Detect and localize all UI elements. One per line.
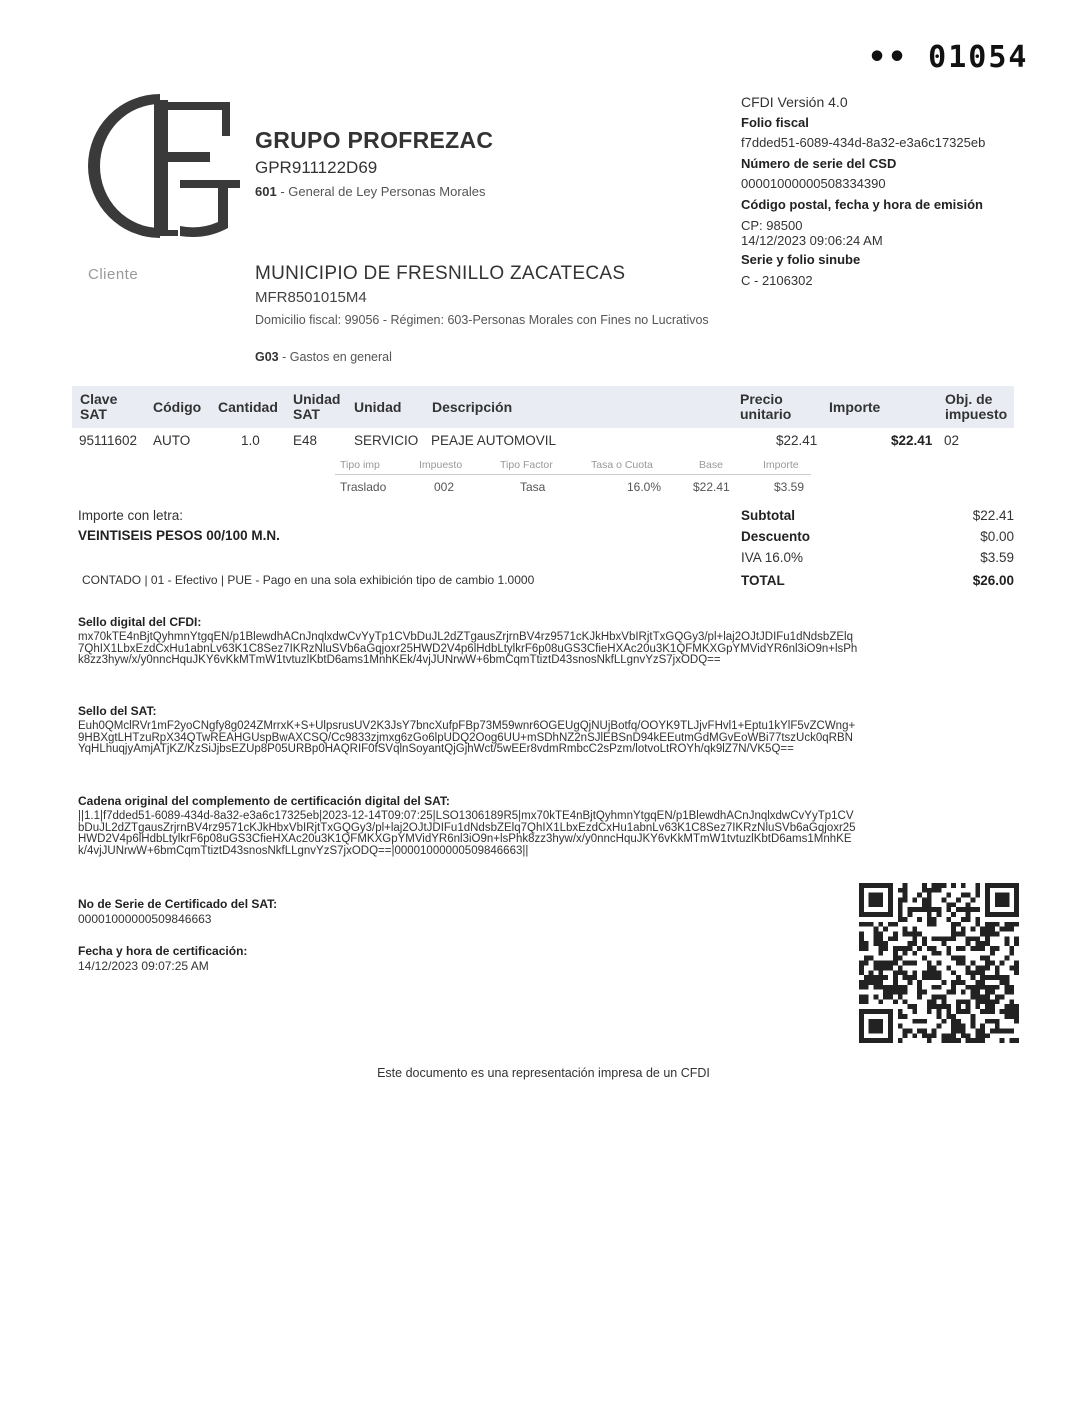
fiscal-info — [741, 92, 1041, 291]
sinube-value: C - 2106302 — [741, 272, 813, 288]
sello-cfdi-value: mx70kTE4nBjtQyhmnYtgqEN/p1BlewdhACnJnqlxdwCvYyTp1CVbDuJL2dZTgausZrjrnBV4rz9571cKJkHbxVbIRjtTxGQGy3/pl+laj2OJtJDIFu1dNdsbZElq7QhIX1LbxEzdCxHu1abnLv63K1C8Sez7IKRzNluSVb6aGqjoxr25HWD2V4p6lHdbLtylkrF6p08uGS3CfieHXAc20u3K1QFMKXGpYMVidYR6nl3iO9n+lsPhk8zz3hyw/x/y0nncHquJKY6vKkMTmW1tvtuzlKbtD6ams1MnhKEk/4vjJUNrwW+6bmCqmTtiztD43snosNkfLLgnvYzS7jxODQ== — [78, 631, 858, 667]
col-clave-sat: Clave SAT — [80, 391, 118, 422]
cfdi-version: CFDI Versión 4.0 — [741, 94, 848, 110]
client-label: Cliente — [88, 266, 139, 283]
items-table-header — [72, 386, 1014, 428]
client-domicilio: Domicilio fiscal: 99056 - Régimen: 603-Personas Morales con Fines no Lucrativos — [255, 313, 709, 327]
qr-code — [859, 883, 1019, 1043]
client-cfdi-use — [255, 350, 392, 364]
tax-col-tipo: Tipo imp — [340, 459, 380, 471]
sello-sat-value: Euh0QMclRVr1mF2yoCNgfy8g024ZMrrxK+S+UlpsrusUV2K3JsY7bncXufpFBp73M59wnr6OGEUgQjNUjBotfq/OOYK9TLJjvFHvl1+Eptu1kYlF5vZCWng+9HBXgtLHTzuRpX34QTwREAHGUspBwAXCSQ/Cc9833zjmxg6zGo6lpUDQ2Oog6UU+mSDhNZ2nSJlEBSnD94kEEutmGdMGvEoWBi77tszUck0qRBNYqHLhuqjyAmjATjKZ/KzSiJjbsEZUp8P05URBp0HAQRIF0fSVqlnSoyantQjGjhWct/5wEEr8vdmRmbcC2sPzm/lotvoLtROYh/qk9lZ7N/VK5Q== — [78, 720, 856, 756]
subtotal-value: $22.41 — [972, 508, 1014, 523]
tax-factor: Tasa — [520, 480, 546, 494]
col-descripcion: Descripción — [432, 399, 513, 415]
col-precio-unitario: Precio unitario — [740, 391, 792, 422]
client-name: MUNICIPIO DE FRESNILLO ZACATECAS — [255, 263, 626, 284]
cadena-value: ||1.1|f7dded51-6089-434d-8a32-e3a6c17325eb|2023-12-14T09:07:25|LSO1306189R5|mx70kTE4nBjtQyhmnYtgqEN/p1BlewdhACnJnqlxdwCvYyTp1CVbDuJL2dZTgausZrjrnBV4rz9571cKJkHbxVbIRjtTxGQGy3/pl+laj2OJtJDIFu1dNdsbZElq7QhIX1LbxEzdCxHu1abnLv63K1C8Sez7IKRzNluSVb6aGqjoxr25HWD2V4p6lHdbLtylkrF6p08uGS3CfieHXAc20u3K1QFMKXGpYMVidYR6nl3iO9n+lsPhk8zz3hyw/x/y0nncHquJKY6vKkMTmW1tvtuzlKbtD6ams1MnhKEk/4vjJUNrwW+6bmCqmTtiztD43snosNkfLLgnvYzS7jxODQ==|00001000000509846663|| — [78, 810, 856, 857]
tax-col-factor: Tipo Factor — [500, 459, 553, 471]
client-rfc: MFR8501015M4 — [255, 289, 367, 306]
row-cantidad: 1.0 — [241, 433, 260, 448]
tax-col-impuesto: Impuesto — [419, 459, 463, 471]
sello-cfdi-title: Sello digital del CFDI: — [78, 615, 202, 629]
descuento-value: $0.00 — [980, 529, 1014, 544]
descuento-label: Descuento — [741, 529, 811, 544]
tax-impuesto: 002 — [434, 480, 455, 494]
cert-date-title: Fecha y hora de certificación: — [78, 944, 248, 958]
iva-value: $3.59 — [980, 550, 1014, 565]
importe-letra-label: Importe con letra: — [78, 508, 184, 523]
serie-csd-label: Número de serie del CSD — [741, 155, 897, 171]
total-label: TOTAL — [741, 573, 785, 588]
cert-sat-value: 00001000000509846663 — [78, 912, 212, 926]
client-use-text: - Gastos en general — [278, 350, 392, 364]
folio-stamp: •• 01054 — [868, 40, 1029, 75]
footer-note: Este documento es una representación impresa de un CFDI — [377, 1066, 710, 1080]
row-descripcion: PEAJE AUTOMOVIL — [431, 433, 557, 448]
row-clave: 95111602 — [79, 433, 138, 448]
tax-tasa: 16.0% — [627, 480, 662, 494]
col-unidad: Unidad — [354, 399, 402, 415]
issuer-rfc: GPR911122D69 — [255, 158, 378, 177]
cert-sat-title: No de Serie de Certificado del SAT: — [78, 897, 278, 911]
row-importe: $22.41 — [891, 433, 933, 448]
cadena-title: Cadena original del complemento de certificación digital del SAT: — [78, 794, 450, 808]
row-unidad: SERVICIO — [354, 433, 419, 448]
col-codigo: Código — [153, 399, 202, 415]
tax-divider — [335, 474, 811, 475]
row-unidad-sat: E48 — [293, 433, 318, 448]
tax-importe: $3.59 — [774, 480, 805, 494]
row-codigo: AUTO — [153, 433, 191, 448]
tax-tipo: Traslado — [340, 480, 387, 494]
col-unidad-sat: Unidad SAT — [293, 391, 341, 422]
tax-base: $22.41 — [693, 480, 730, 494]
cp-fecha-label: Código postal, fecha y hora de emisión — [741, 196, 983, 212]
iva-label: IVA 16.0% — [741, 550, 804, 565]
qr-modules — [859, 883, 1019, 1043]
fecha-emision-value: 14/12/2023 09:06:24 AM — [741, 233, 883, 248]
cp-value: CP: 98500 — [741, 218, 803, 233]
col-importe: Importe — [829, 399, 881, 415]
client-use-code: G03 — [255, 350, 279, 364]
issuer-regime-text: - General de Ley Personas Morales — [276, 184, 486, 199]
payment-info: CONTADO | 01 - Efectivo | PUE - Pago en una sola exhibición tipo de cambio 1.0000 — [82, 573, 535, 587]
subtotal-label: Subtotal — [741, 508, 795, 523]
issuer-regime — [255, 184, 486, 199]
folio-fiscal-label: Folio fiscal — [741, 114, 809, 130]
serie-csd-value: 00001000000508334390 — [741, 176, 886, 191]
tax-col-base: Base — [699, 459, 723, 471]
col-cantidad: Cantidad — [218, 399, 278, 415]
importe-letra-value: VEINTISEIS PESOS 00/100 M.N. — [78, 528, 280, 543]
tax-col-tasa: Tasa o Cuota — [591, 459, 653, 471]
row-precio: $22.41 — [776, 433, 818, 448]
company-logo — [82, 90, 242, 242]
col-obj-impuesto: Obj. de impuesto — [945, 391, 1008, 422]
sello-sat-title: Sello del SAT: — [78, 704, 157, 718]
issuer-name: GRUPO PROFREZAC — [255, 127, 494, 153]
cert-date-value: 14/12/2023 09:07:25 AM — [78, 959, 209, 973]
sinube-label: Serie y folio sinube — [741, 252, 861, 267]
issuer-regime-code: 601 — [255, 184, 277, 199]
folio-fiscal-value: f7dded51-6089-434d-8a32-e3a6c17325eb — [741, 135, 986, 150]
row-obj: 02 — [944, 433, 960, 448]
tax-col-importe: Importe — [763, 459, 799, 471]
total-value: $26.00 — [972, 573, 1014, 588]
